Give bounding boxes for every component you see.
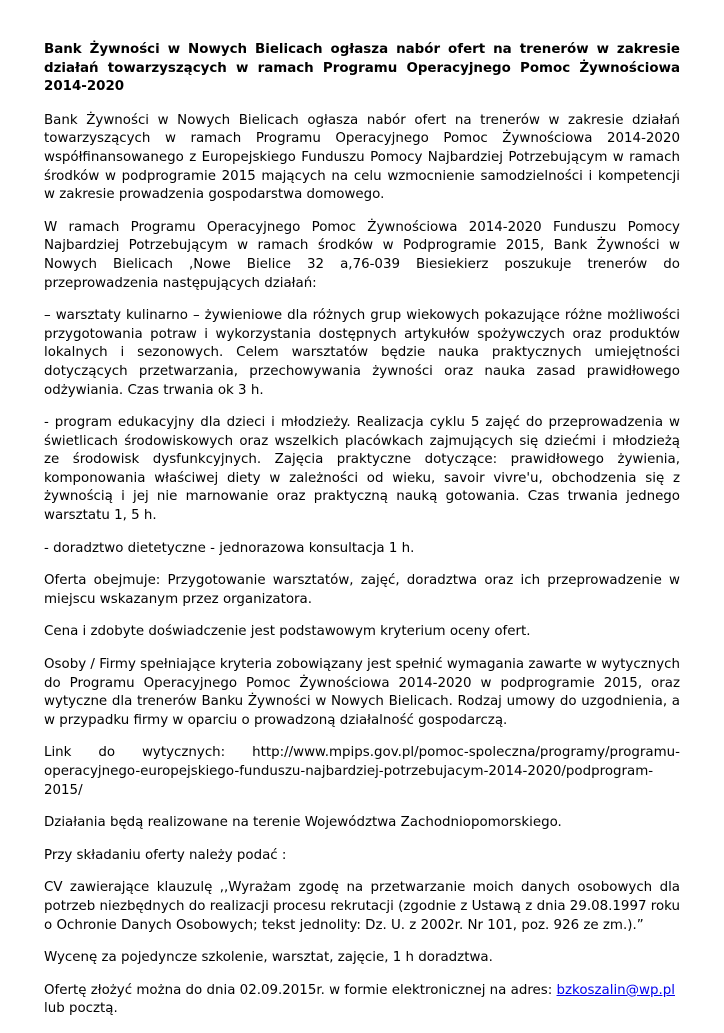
- paragraph-guidelines-link: Link do wytycznych: http://www.mpips.gov.pl/pomoc-spoleczna/programy/programu-operacyjnego-europejskiego-funduszu-najbardziej-potrzebujacym-2014-2020/podprogram-2015/: [44, 745, 680, 798]
- paragraph-dietetics: - doradztwo dietetyczne - jednorazowa konsultacja 1 h.: [44, 540, 415, 556]
- paragraph-program: W ramach Programu Operacyjnego Pomoc Żywnościowa 2014-2020 Funduszu Pomocy Najbardziej Potrzebującym w ramach środków w Podprogramie 2015, Bank Żywności w Nowych Bielicach ,Nowe Bielice 32 a,76-039 Biesiekierz poszukuje trenerów do przeprowadzenia następujących działań:: [44, 219, 680, 291]
- paragraph-submission: [44, 982, 680, 1019]
- document-page: [44, 41, 680, 1033]
- paragraph-intro: Bank Żywności w Nowych Bielicach ogłasza nabór ofert na trenerów w zakresie działań towarzyszących w ramach Programu Operacyjnego Pomoc Żywnościowa 2014-2020 współfinansowanego z Europejskiego Funduszu Pomocy Najbardziej Potrzebującym w ramach środków w podprogramie 2015 mających na celu wzmocnienie samodzielności i kompetencji w zakresie prowadzenia gospodarstwa domowego.: [44, 112, 680, 203]
- submission-text: Ofertę złożyć można do dnia 02.09.2015r. w formie elektronicznej na adres:: [44, 982, 557, 998]
- paragraph-provide: Przy składaniu oferty należy podać :: [44, 847, 287, 863]
- paragraph-criteria: Cena i zdobyte doświadczenie jest podstawowym kryterium oceny ofert.: [44, 624, 531, 640]
- paragraph-pricing: Wycenę za pojedyncze szkolenie, warsztat, zajęcie, 1 h doradztwa.: [44, 950, 493, 966]
- paragraph-workshops: – warsztaty kulinarno – żywieniowe dla różnych grup wiekowych pokazujące różne możliwości przygotowania potraw i wykorzystania dostępnych artykułów spożywczych oraz produktów lokalnych i sezonowych. Celem warsztatów będzie nauka praktycznych umiejętności dotyczących przetwarzania, przechowywania żywności oraz nauka zasad prawidłowego odżywiania. Czas trwania ok 3 h.: [44, 308, 680, 398]
- email-link[interactable]: bzkoszalin@wp.pl: [556, 982, 675, 998]
- paragraph-requirements: Osoby / Firmy spełniające kryteria zobowiązany jest spełnić wymagania zawarte w wytycznych do Programu Operacyjnego Pomoc Żywnościowa 2014-2020 w podprogramie 2015, oraz wytyczne dla trenerów Banku Żywności w Nowych Bielicach. Rodzaj umowy do uzgodnienia, a w przypadku firmy w oparciu o prowadzoną działalność gospodarczą.: [44, 657, 680, 728]
- paragraph-region: Działania będą realizowane na terenie Województwa Zachodniopomorskiego.: [44, 815, 562, 831]
- paragraph-cv-clause: CV zawierające klauzulę ,,Wyrażam zgodę na przetwarzanie moich danych osobowych dla potrzeb niezbędnych do realizacji procesu rekrutacji (zgodnie z Ustawą z dnia 29.08.1997 roku o Ochronie Danych Osobowych; tekst jednolity: Dz. U. z 2002r. Nr 101, poz. 926 ze zm.).”: [44, 880, 680, 933]
- document-title: Bank Żywności w Nowych Bielicach ogłasza nabór ofert na trenerów w zakresie działań towarzyszących w ramach Programu Operacyjnego Pomoc Żywnościowa 2014-2020: [44, 42, 680, 95]
- paragraph-education: - program edukacyjny dla dzieci i młodzieży. Realizacja cyklu 5 zajęć do przeprowadzenia w świetlicach środowiskowych oraz wszelkich placówkach zajmujących się dziećmi i młodzieżą ze środowisk dysfunkcyjnych. Zajęcia praktyczne dotyczące: prawidłowego żywienia, komponowania właściwej diety w zależności od wieku, savoir vivre'u, obchodzenia się z żywnością i jej nie marnowanie oraz praktyczną nauką gotowania. Czas trwania jednego warsztatu 1, 5 h.: [44, 415, 680, 524]
- submission-suffix: lub pocztą.: [44, 1001, 118, 1017]
- paragraph-offer-includes: Oferta obejmuje: Przygotowanie warsztatów, zajęć, doradztwa oraz ich przeprowadzenie w miejscu wskazanym przez organizatora.: [44, 573, 680, 607]
